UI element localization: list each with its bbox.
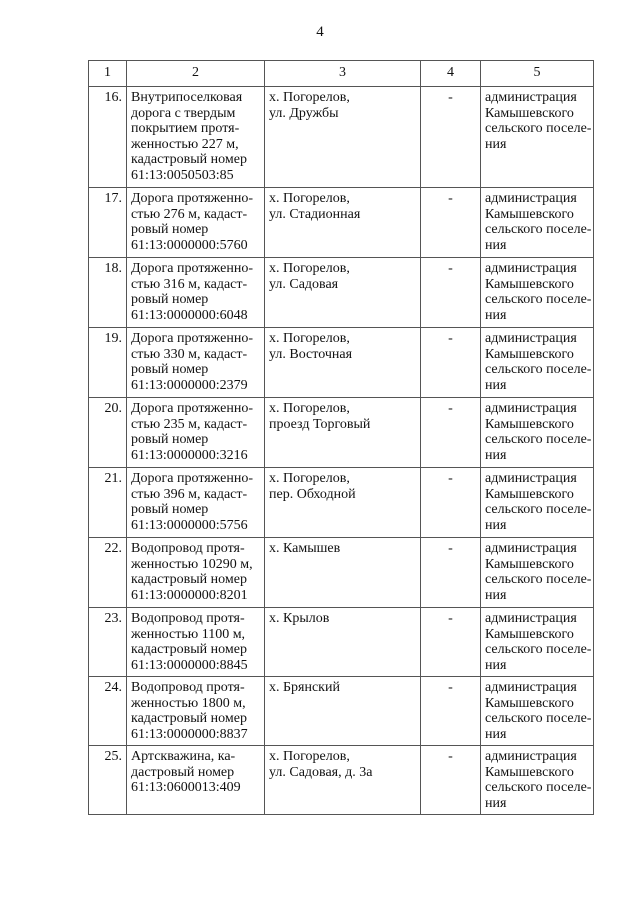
address-line: проезд Торговый bbox=[269, 416, 371, 432]
object-description-line: Дорога протяженно- bbox=[131, 261, 254, 276]
holder-cell bbox=[481, 677, 594, 746]
address-line: х. Погорелов, bbox=[269, 471, 350, 486]
object-description-cell bbox=[127, 746, 265, 815]
column4-cell: - bbox=[421, 398, 481, 468]
header-cell: 5 bbox=[481, 61, 594, 87]
object-description-line: Артскважина, ка- bbox=[131, 749, 236, 764]
address-line: х. Погорелов, bbox=[269, 331, 350, 346]
column4-cell: - bbox=[421, 746, 481, 815]
holder-line: сельского поселе- bbox=[485, 292, 592, 307]
object-description-line: женностью 227 м, bbox=[131, 136, 239, 152]
object-description-cell bbox=[127, 538, 265, 608]
object-description-line: 61:13:0600013:409 bbox=[131, 780, 241, 795]
holder-line: сельского поселе- bbox=[485, 362, 592, 377]
object-description-line: женностью 1800 м, bbox=[131, 695, 246, 711]
holder-line: сельского поселе- bbox=[485, 121, 592, 136]
table-row bbox=[89, 746, 594, 815]
column4-cell: - bbox=[421, 677, 481, 746]
object-description-line: дастровый номер bbox=[131, 764, 235, 780]
object-description-line: ровый номер bbox=[131, 502, 209, 517]
column4-cell: - bbox=[421, 258, 481, 328]
holder-line: ния bbox=[485, 657, 507, 673]
holder-line: ния bbox=[485, 307, 507, 323]
object-description-line: дорога с твердым bbox=[131, 105, 236, 121]
object-description-line: ровый номер bbox=[131, 292, 209, 307]
table-row bbox=[89, 258, 594, 328]
holder-line: сельского поселе- bbox=[485, 780, 592, 795]
holder-line: ния bbox=[485, 136, 507, 152]
holder-line: ния bbox=[485, 237, 507, 253]
address-cell bbox=[265, 746, 421, 815]
column4-cell: - bbox=[421, 608, 481, 677]
holder-line: сельского поселе- bbox=[485, 572, 592, 587]
holder-line: сельского поселе- bbox=[485, 502, 592, 517]
object-description-line: стью 316 м, кадаст- bbox=[131, 276, 248, 292]
holder-line: ния bbox=[485, 447, 507, 463]
address-cell bbox=[265, 328, 421, 398]
address-line: х. Погорелов, bbox=[269, 90, 350, 105]
header-cell: 4 bbox=[421, 61, 481, 87]
row-number-cell: 19. bbox=[89, 328, 127, 398]
holder-line: Камышевского bbox=[485, 486, 574, 502]
object-description-line: Дорога протяженно- bbox=[131, 401, 254, 416]
object-description-line: Внутрипоселковая bbox=[131, 90, 243, 105]
table-row bbox=[89, 538, 594, 608]
object-description-cell bbox=[127, 328, 265, 398]
holder-cell bbox=[481, 398, 594, 468]
table-header-row bbox=[89, 61, 594, 87]
object-description-line: Водопровод протя- bbox=[131, 680, 245, 695]
object-description-line: стью 276 м, кадаст- bbox=[131, 206, 248, 222]
row-number-cell: 22. bbox=[89, 538, 127, 608]
holder-cell bbox=[481, 328, 594, 398]
object-description-line: Водопровод протя- bbox=[131, 611, 245, 626]
holder-line: ния bbox=[485, 795, 507, 811]
table-row bbox=[89, 677, 594, 746]
address-cell bbox=[265, 398, 421, 468]
object-description-cell bbox=[127, 258, 265, 328]
object-description-line: Водопровод протя- bbox=[131, 541, 245, 556]
object-description-line: кадастровый номер bbox=[131, 152, 247, 167]
address-cell bbox=[265, 468, 421, 538]
holder-line: Камышевского bbox=[485, 346, 574, 362]
row-number-cell: 18. bbox=[89, 258, 127, 328]
holder-line: сельского поселе- bbox=[485, 711, 592, 726]
address-line: х. Погорелов, bbox=[269, 749, 350, 764]
address-cell bbox=[265, 188, 421, 258]
object-description-line: 61:13:0000000:5760 bbox=[131, 237, 248, 253]
address-cell bbox=[265, 608, 421, 677]
address-line: х. Погорелов, bbox=[269, 401, 350, 416]
holder-line: сельского поселе- bbox=[485, 432, 592, 447]
holder-line: Камышевского bbox=[485, 695, 574, 711]
table-row bbox=[89, 188, 594, 258]
object-description-cell bbox=[127, 398, 265, 468]
row-number-cell: 17. bbox=[89, 188, 127, 258]
holder-line: сельского поселе- bbox=[485, 222, 592, 237]
column4-cell: - bbox=[421, 468, 481, 538]
object-description-line: 61:13:0000000:3216 bbox=[131, 447, 248, 463]
object-description-line: ровый номер bbox=[131, 432, 209, 447]
page-number: 4 bbox=[316, 24, 324, 40]
holder-cell bbox=[481, 188, 594, 258]
object-description-cell bbox=[127, 468, 265, 538]
object-description-line: 61:13:0050503:85 bbox=[131, 167, 234, 183]
holder-line: Камышевского bbox=[485, 764, 574, 780]
object-description-line: Дорога протяженно- bbox=[131, 471, 254, 486]
object-description-line: женностью 1100 м, bbox=[131, 626, 246, 642]
row-number-cell: 21. bbox=[89, 468, 127, 538]
holder-line: Камышевского bbox=[485, 276, 574, 292]
address-line: х. Брянский bbox=[269, 680, 340, 695]
holder-line: администрация bbox=[485, 191, 577, 206]
address-line: ул. Восточная bbox=[269, 346, 353, 362]
address-cell bbox=[265, 538, 421, 608]
holder-line: администрация bbox=[485, 90, 577, 105]
object-description-line: кадастровый номер bbox=[131, 642, 247, 657]
header-cell: 1 bbox=[89, 61, 127, 87]
holder-line: Камышевского bbox=[485, 556, 574, 572]
address-line: ул. Стадионная bbox=[269, 206, 361, 222]
object-description-line: кадастровый номер bbox=[131, 711, 247, 726]
row-number-cell: 20. bbox=[89, 398, 127, 468]
object-description-line: стью 235 м, кадаст- bbox=[131, 416, 248, 432]
object-description-line: 61:13:0000000:8201 bbox=[131, 587, 248, 603]
holder-cell bbox=[481, 468, 594, 538]
address-line: пер. Обходной bbox=[269, 486, 356, 502]
holder-line: администрация bbox=[485, 401, 577, 416]
holder-line: администрация bbox=[485, 331, 577, 346]
holder-cell bbox=[481, 258, 594, 328]
row-number-cell: 23. bbox=[89, 608, 127, 677]
address-line: х. Камышев bbox=[269, 541, 341, 556]
holder-line: Камышевского bbox=[485, 105, 574, 121]
object-description-line: Дорога протяженно- bbox=[131, 191, 254, 206]
row-number-cell: 25. bbox=[89, 746, 127, 815]
object-description-line: ровый номер bbox=[131, 222, 209, 237]
table-row bbox=[89, 608, 594, 677]
address-line: х. Погорелов, bbox=[269, 261, 350, 276]
column4-cell: - bbox=[421, 87, 481, 188]
table-row bbox=[89, 87, 594, 188]
holder-line: Камышевского bbox=[485, 416, 574, 432]
address-cell bbox=[265, 87, 421, 188]
table-body bbox=[89, 61, 594, 815]
object-description-line: 61:13:0000000:8845 bbox=[131, 657, 248, 673]
object-description-line: женностью 10290 м, bbox=[131, 556, 253, 572]
object-description-line: 61:13:0000000:6048 bbox=[131, 307, 248, 323]
address-line: ул. Дружбы bbox=[269, 105, 339, 121]
address-cell bbox=[265, 258, 421, 328]
table-row bbox=[89, 398, 594, 468]
holder-line: ния bbox=[485, 726, 507, 742]
address-line: х. Крылов bbox=[269, 611, 330, 626]
object-description-line: покрытием протя- bbox=[131, 121, 240, 136]
holder-cell bbox=[481, 538, 594, 608]
object-description-line: стью 330 м, кадаст- bbox=[131, 346, 248, 362]
header-cell: 2 bbox=[127, 61, 265, 87]
object-description-line: 61:13:0000000:8837 bbox=[131, 726, 248, 742]
object-description-line: стью 396 м, кадаст- bbox=[131, 486, 248, 502]
column4-cell: - bbox=[421, 188, 481, 258]
table-row bbox=[89, 328, 594, 398]
object-description-line: ровый номер bbox=[131, 362, 209, 377]
holder-line: администрация bbox=[485, 680, 577, 695]
holder-cell bbox=[481, 746, 594, 815]
property-registry-table bbox=[88, 60, 594, 815]
object-description-cell bbox=[127, 188, 265, 258]
holder-line: ния bbox=[485, 517, 507, 533]
holder-cell bbox=[481, 608, 594, 677]
holder-line: сельского поселе- bbox=[485, 642, 592, 657]
object-description-cell bbox=[127, 608, 265, 677]
table-row bbox=[89, 468, 594, 538]
holder-line: администрация bbox=[485, 541, 577, 556]
address-line: ул. Садовая, д. 3а bbox=[269, 764, 373, 780]
holder-line: Камышевского bbox=[485, 626, 574, 642]
holder-line: ния bbox=[485, 377, 507, 393]
holder-line: администрация bbox=[485, 261, 577, 276]
header-cell: 3 bbox=[265, 61, 421, 87]
holder-line: ния bbox=[485, 587, 507, 603]
row-number-cell: 16. bbox=[89, 87, 127, 188]
holder-line: администрация bbox=[485, 749, 577, 764]
column4-cell: - bbox=[421, 328, 481, 398]
holder-line: администрация bbox=[485, 611, 577, 626]
address-cell bbox=[265, 677, 421, 746]
address-line: ул. Садовая bbox=[269, 276, 339, 292]
holder-line: Камышевского bbox=[485, 206, 574, 222]
object-description-cell bbox=[127, 677, 265, 746]
object-description-line: кадастровый номер bbox=[131, 572, 247, 587]
object-description-line: Дорога протяженно- bbox=[131, 331, 254, 346]
row-number-cell: 24. bbox=[89, 677, 127, 746]
address-line: х. Погорелов, bbox=[269, 191, 350, 206]
holder-cell bbox=[481, 87, 594, 188]
holder-line: администрация bbox=[485, 471, 577, 486]
column4-cell: - bbox=[421, 538, 481, 608]
object-description-cell bbox=[127, 87, 265, 188]
object-description-line: 61:13:0000000:2379 bbox=[131, 377, 248, 393]
object-description-line: 61:13:0000000:5756 bbox=[131, 517, 248, 533]
